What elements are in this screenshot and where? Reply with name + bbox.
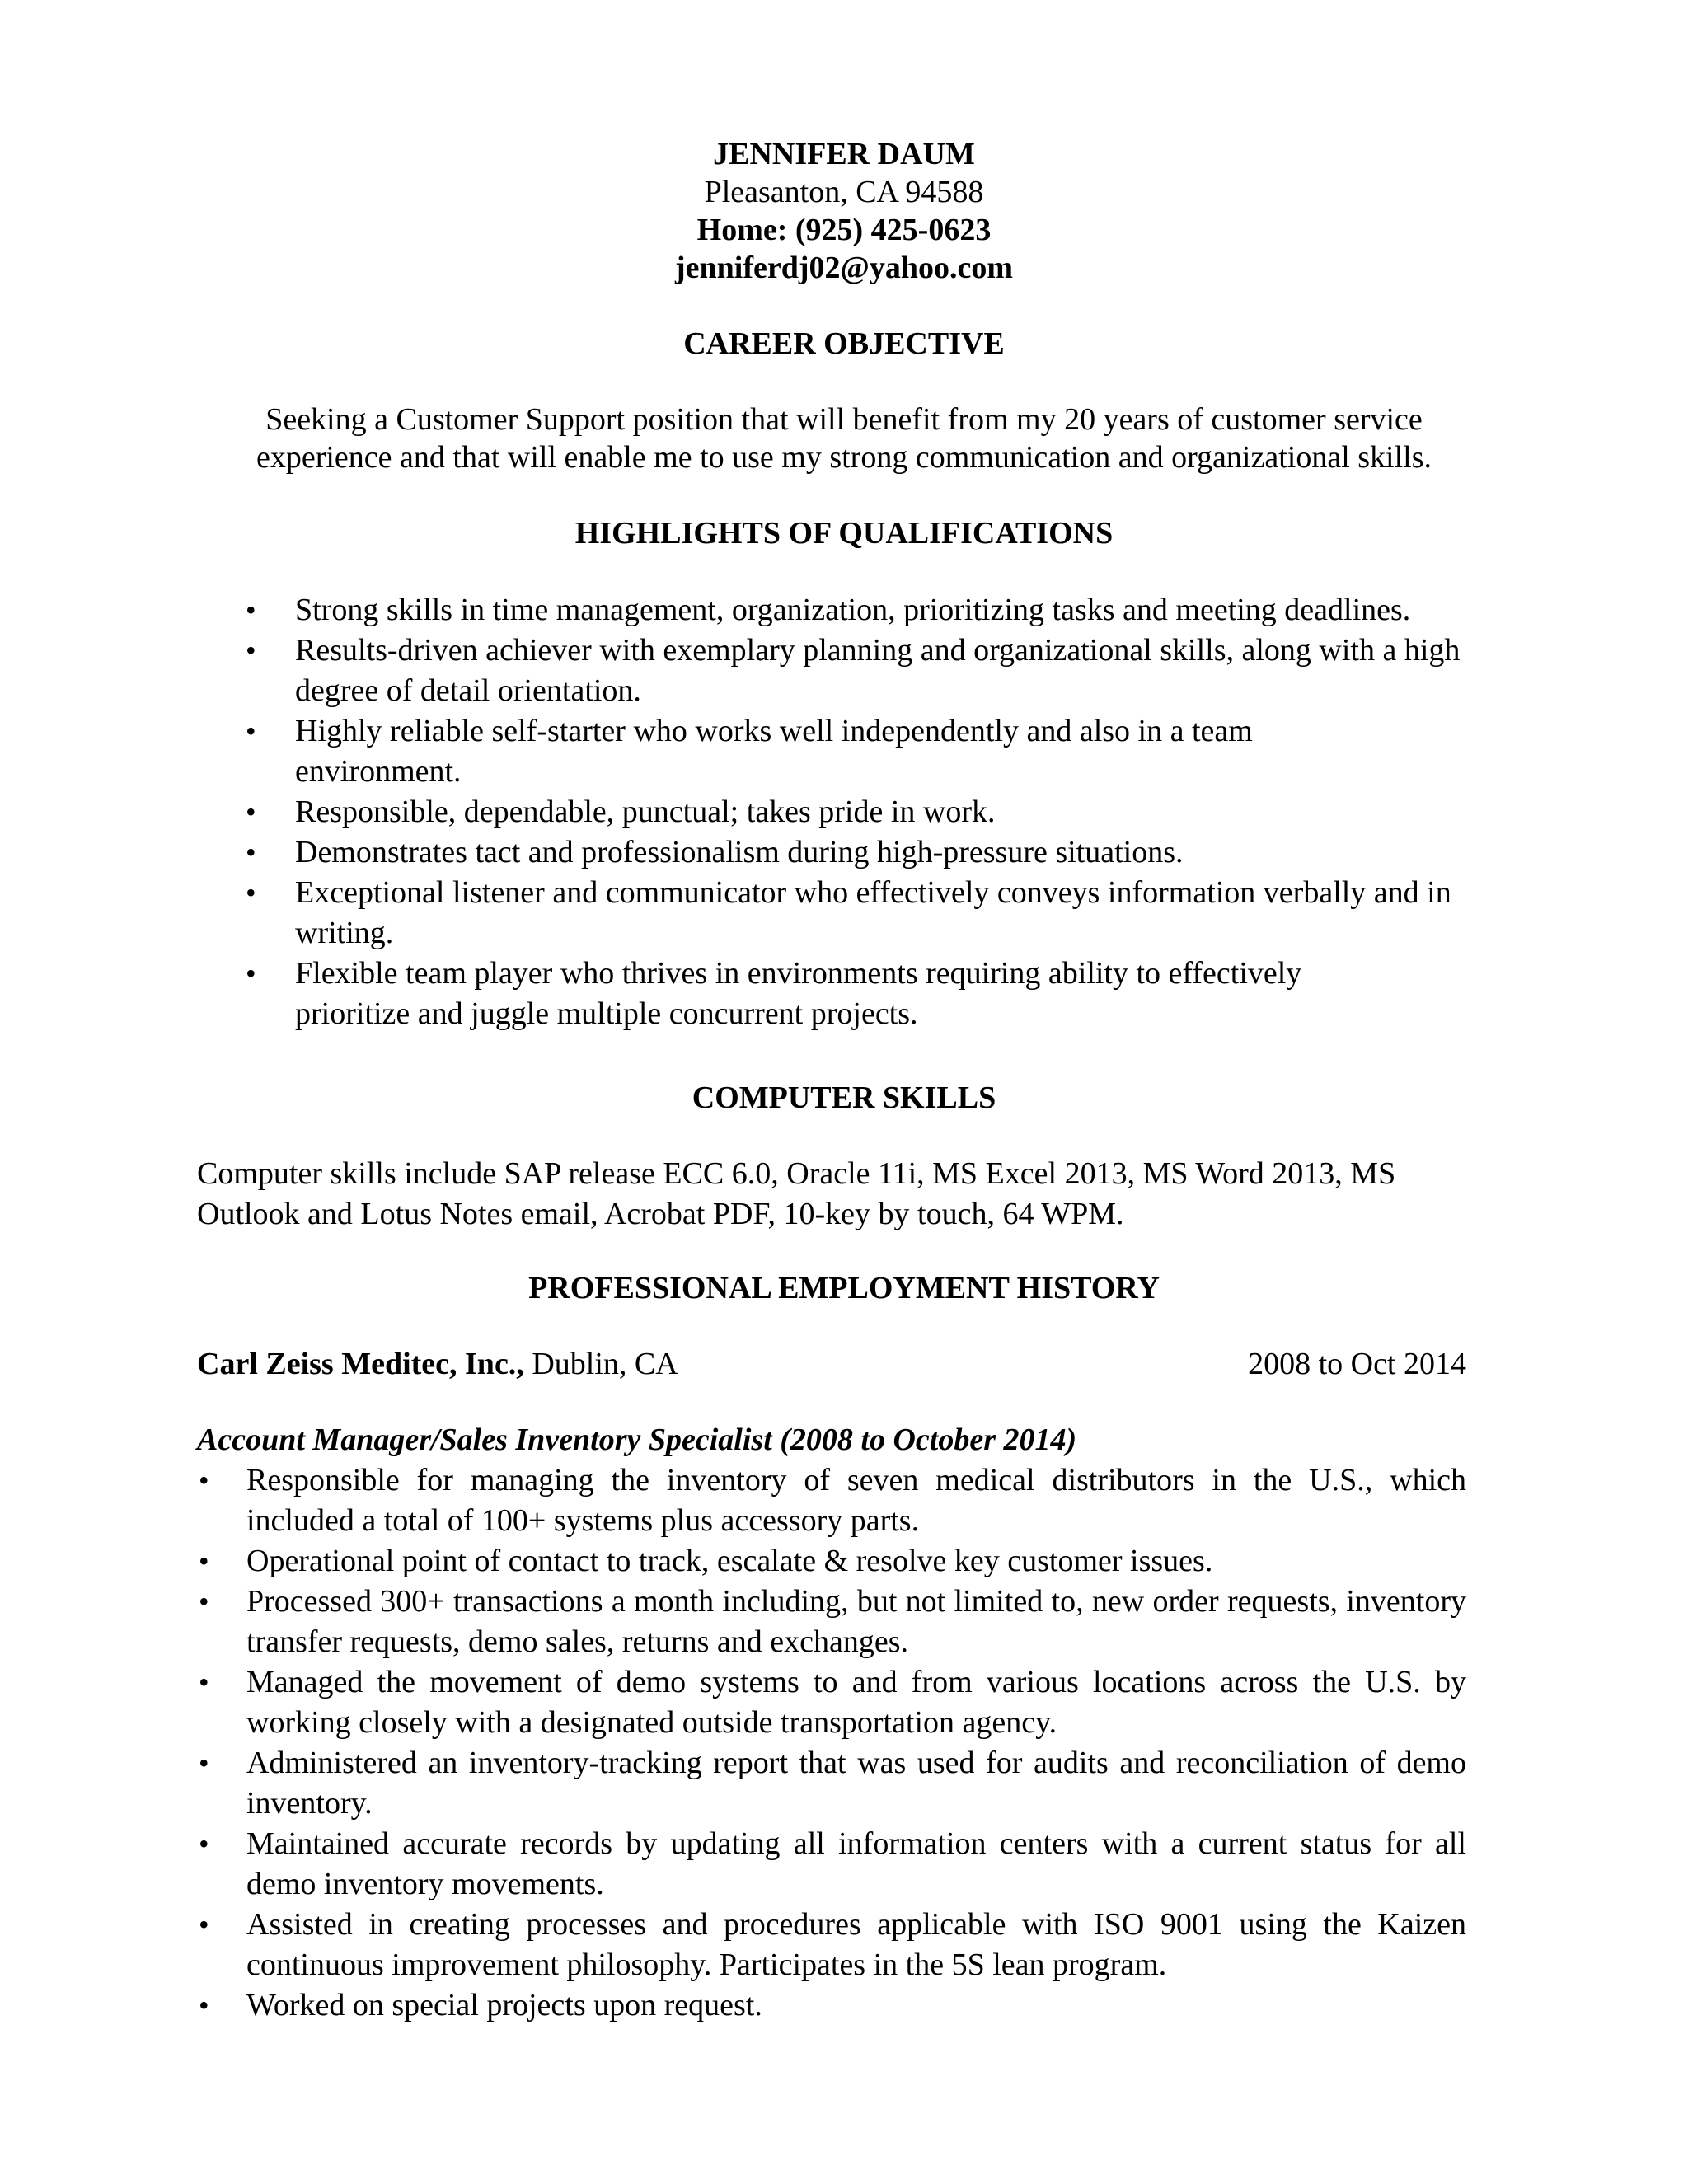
candidate-phone: Home: (925) 425-0623 [696, 213, 992, 247]
job-title: Account Manager/Sales Inventory Specialist (2008 to October 2014) [197, 1422, 1077, 1457]
bullet-icon: • [246, 836, 256, 869]
bullet-icon: • [199, 1827, 209, 1860]
list-item [197, 1824, 1466, 1905]
bullet-icon: • [246, 715, 256, 748]
highlight-text: Exceptional listener and communicator who effectively conveys information verbally and in writing. [295, 875, 1451, 950]
bullet-icon: • [246, 795, 256, 828]
list-item [246, 590, 1474, 630]
duty-text: Managed the movement of demo systems to and from various locations across the U.S. by working closely with a designated outside transportation agency. [246, 1665, 1466, 1740]
list-item [197, 1985, 1466, 2026]
bullet-icon: • [246, 634, 256, 667]
career-objective-heading: CAREER OBJECTIVE [683, 326, 1005, 361]
bullet-icon: • [199, 1585, 209, 1618]
duty-text: Operational point of contact to track, escalate & resolve key customer issues. [246, 1544, 1213, 1578]
highlights-heading: HIGHLIGHTS OF QUALIFICATIONS [574, 516, 1114, 551]
highlight-text: Strong skills in time management, organization, prioritizing tasks and meeting deadlines. [295, 593, 1411, 627]
list-item [197, 1662, 1466, 1743]
duty-text: Maintained accurate records by updating all information centers with a current status for all demo inventory movements. [246, 1826, 1466, 1901]
bullet-icon: • [199, 1544, 209, 1577]
list-item [246, 711, 1350, 792]
highlight-text: Results-driven achiever with exemplary planning and organizational skills, along with a high degree of detail orientation. [295, 633, 1461, 708]
duty-text: Worked on special projects upon request. [246, 1988, 762, 2022]
career-objective-line-1: Seeking a Customer Support position that will benefit from my 20 years of customer service [265, 402, 1423, 437]
company-name: Carl Zeiss Meditec, Inc., [197, 1347, 524, 1381]
candidate-name: JENNIFER DAUM [713, 137, 975, 171]
career-objective-line-2: experience and that will enable me to use my strong communication and organizational skills. [256, 440, 1432, 475]
highlight-text: Responsible, dependable, punctual; takes pride in work. [295, 794, 996, 829]
bullet-icon: • [199, 1989, 209, 2022]
list-item [246, 832, 1474, 873]
candidate-email: jenniferdj02@yahoo.com [674, 251, 1014, 285]
bullet-icon: • [199, 1666, 209, 1699]
list-item [246, 954, 1400, 1034]
bullet-icon: • [246, 593, 256, 626]
job-dates: 2008 to Oct 2014 [1248, 1347, 1466, 1381]
bullet-icon: • [199, 1464, 209, 1497]
job-header [197, 1344, 1466, 1385]
duty-text: Processed 300+ transactions a month including, but not limited to, new order requests, inventory transfer requests, demo sales, returns and exchanges. [246, 1584, 1466, 1659]
list-item [246, 873, 1474, 954]
duty-text: Administered an inventory-tracking report that was used for audits and reconciliation of demo inventory. [246, 1746, 1466, 1821]
list-item [197, 1743, 1466, 1824]
bullet-icon: • [199, 1746, 209, 1779]
list-item [246, 630, 1474, 711]
company-location: Dublin, CA [523, 1347, 678, 1381]
bullet-icon: • [199, 1908, 209, 1941]
duty-text: Assisted in creating processes and procedures applicable with ISO 9001 using the Kaizen continuous improvement philosophy. Participates in the 5S lean program. [246, 1907, 1466, 1982]
highlight-text: Flexible team player who thrives in environments requiring ability to effectively prioritize and juggle multiple concurrent projects. [295, 956, 1302, 1031]
employment-heading: PROFESSIONAL EMPLOYMENT HISTORY [528, 1271, 1160, 1305]
list-item [197, 1460, 1466, 1541]
job-duties-list [197, 1460, 1466, 2026]
highlights-list [246, 590, 1474, 1034]
list-item [197, 1541, 1466, 1582]
list-item [197, 1905, 1466, 1985]
bullet-icon: • [246, 876, 256, 909]
duty-text: Responsible for managing the inventory of seven medical distributors in the U.S., which included a total of 100+ systems plus accessory parts. [246, 1463, 1466, 1538]
list-item [197, 1582, 1466, 1662]
bullet-icon: • [246, 957, 256, 990]
highlight-text: Highly reliable self-starter who works well independently and also in a team environment. [295, 714, 1253, 789]
computer-skills-heading: COMPUTER SKILLS [692, 1080, 996, 1115]
highlight-text: Demonstrates tact and professionalism during high-pressure situations. [295, 835, 1184, 869]
computer-skills-text: Computer skills include SAP release ECC 6.0, Oracle 11i, MS Excel 2013, MS Word 2013, MS Outlook and Lotus Notes email, Acrobat PDF, 10-key by touch, 64 WPM. [197, 1156, 1396, 1231]
candidate-location: Pleasanton, CA 94588 [704, 175, 984, 209]
list-item [246, 792, 1474, 832]
